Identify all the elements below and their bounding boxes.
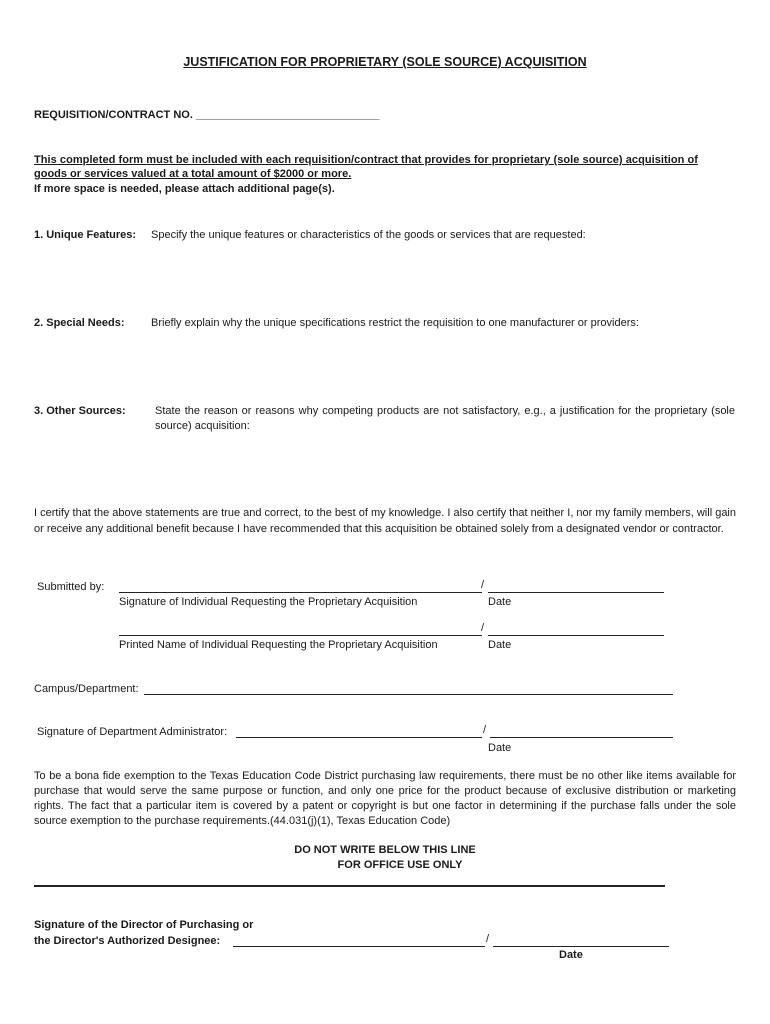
office-use-notice: FOR OFFICE USE ONLY xyxy=(337,859,463,871)
department-administrator-date-line[interactable] xyxy=(490,737,673,738)
section-special-needs-label: 2. Special Needs: xyxy=(34,317,125,329)
date-caption: Date xyxy=(488,742,512,754)
exemption-paragraph: To be a bona fide exemption to the Texas Education Code District purchasing law requirements, there must be no other like items available for purchase that would serve the same purpose or function, and only one price for the product because of exclusive distribution or marketing rights. The fact that a particular item is covered by a patent or copyright is but one factor in determining if the purchase falls under the sole source exemption to the purchase requirements.(44.031(j)(1), Texas Education Code) xyxy=(34,770,736,827)
certification-statement: I certify that the above statements are true and correct, to the best of my knowledge. I also certify that neither I, nor my family members, will gain or receive any additional benefit because I have recommended that this acquisition be obtained solely from a designated vendor or contractor. xyxy=(34,507,736,535)
requester-signature-line[interactable] xyxy=(119,592,482,593)
date-separator: / xyxy=(481,622,485,634)
office-use-divider xyxy=(34,885,665,887)
department-administrator-signature-line[interactable] xyxy=(236,737,482,738)
director-signature-date-line[interactable] xyxy=(493,946,669,947)
date-separator: / xyxy=(483,724,487,736)
printed-name-caption: Printed Name of Individual Requesting the Proprietary Acquisition xyxy=(119,639,438,651)
notice-line-2: goods or services valued at a total amount of $2000 or more. xyxy=(34,168,352,180)
requisition-contract-field[interactable]: REQUISITION/CONTRACT NO. ______________________________ xyxy=(34,109,380,121)
date-caption: Date xyxy=(559,949,583,961)
section-other-sources-label: 3. Other Sources: xyxy=(34,405,126,417)
do-not-write-notice: DO NOT WRITE BELOW THIS LINE xyxy=(294,844,476,856)
notice-line-1: This completed form must be included with each requisition/contract that provides for proprietary (sole source) acquisition of xyxy=(34,154,698,166)
section-special-needs-text: Briefly explain why the unique specifications restrict the requisition to one manufacturer or providers: xyxy=(151,317,639,329)
department-administrator-label: Signature of Department Administrator: xyxy=(37,726,228,738)
director-signature-line[interactable] xyxy=(233,946,485,947)
printed-name-date-line[interactable] xyxy=(488,635,664,636)
date-caption: Date xyxy=(488,639,512,651)
date-caption: Date xyxy=(488,596,512,608)
section-other-sources-text: State the reason or reasons why competing products are not satisfactory, e.g., a justification for the proprietary (sole source) acquisition: xyxy=(155,405,735,432)
date-separator: / xyxy=(481,579,485,591)
date-separator: / xyxy=(486,933,490,945)
requester-signature-caption: Signature of Individual Requesting the Proprietary Acquisition xyxy=(119,596,418,608)
campus-department-label: Campus/Department: xyxy=(34,683,139,695)
requester-signature-date-line[interactable] xyxy=(488,592,664,593)
form-title: JUSTIFICATION FOR PROPRIETARY (SOLE SOURCE) ACQUISITION xyxy=(183,55,587,69)
printed-name-line[interactable] xyxy=(119,635,482,636)
submitted-by-label: Submitted by: xyxy=(37,581,105,593)
notice-line-3: If more space is needed, please attach additional page(s). xyxy=(34,183,335,195)
director-signature-label-line1: Signature of the Director of Purchasing or xyxy=(34,919,254,931)
campus-department-line[interactable] xyxy=(144,694,673,695)
section-unique-features-label: 1. Unique Features: xyxy=(34,229,137,241)
section-unique-features-text: Specify the unique features or characteristics of the goods or services that are requested: xyxy=(151,229,586,241)
director-signature-label-line2: the Director's Authorized Designee: xyxy=(34,935,221,947)
